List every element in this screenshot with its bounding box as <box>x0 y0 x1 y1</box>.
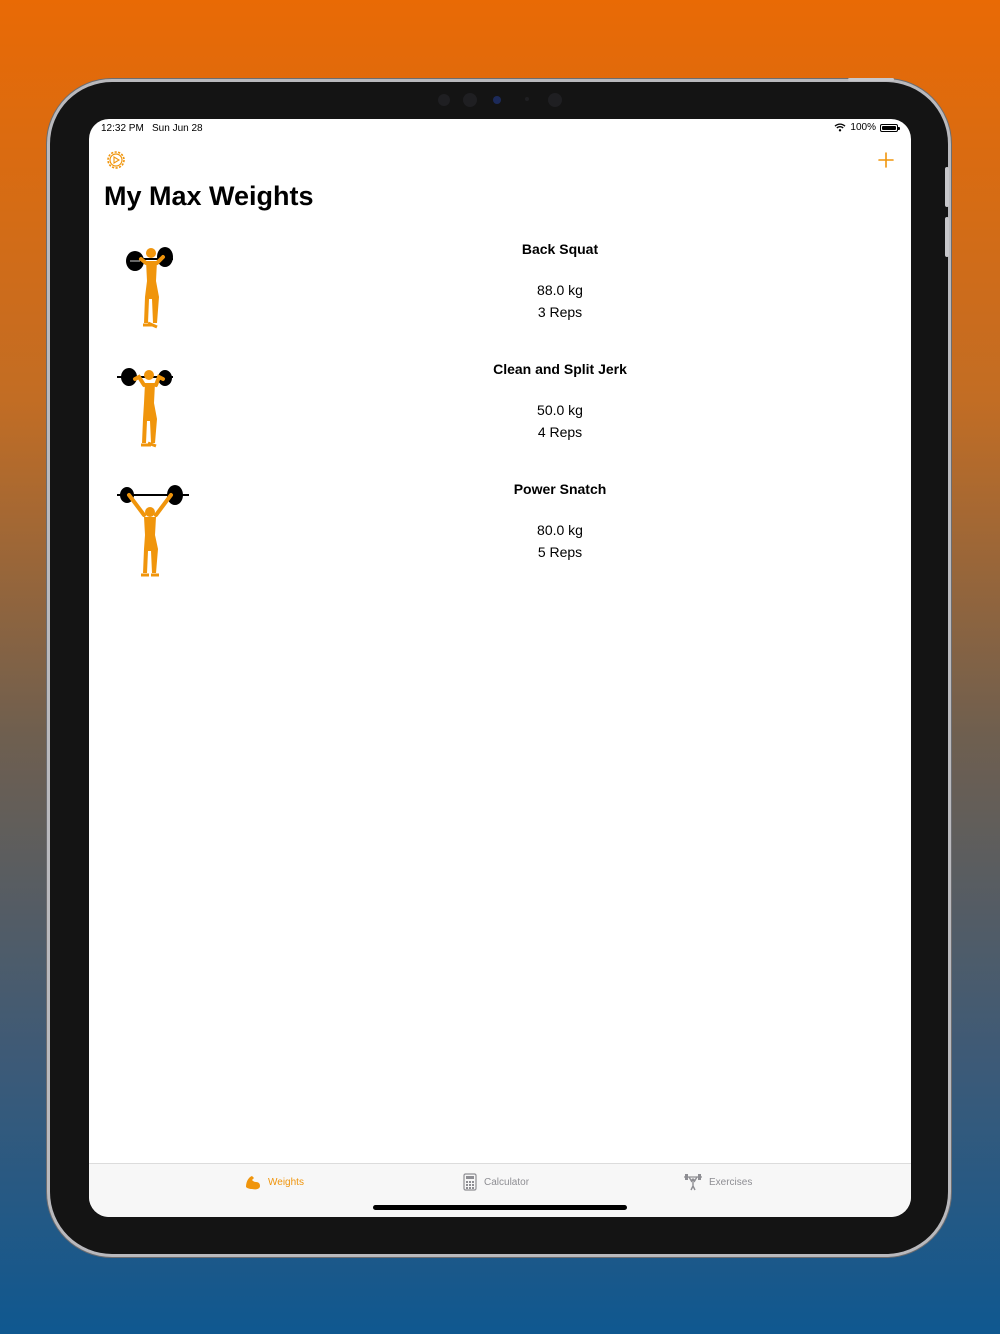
power-snatch-icon <box>113 479 193 579</box>
wifi-icon <box>834 123 846 132</box>
app-screen <box>89 119 911 1217</box>
tab-exercises[interactable] <box>683 1173 752 1191</box>
exercise-info <box>389 479 731 566</box>
calculator-icon <box>462 1173 478 1191</box>
tab-label: Weights <box>268 1176 304 1188</box>
settings-button[interactable] <box>105 149 127 171</box>
tab-weights[interactable] <box>244 1173 304 1191</box>
exercise-weight: 80.0 kg <box>537 522 583 538</box>
back-squat-icon <box>113 239 193 339</box>
max-weights-list <box>89 229 911 589</box>
gear-icon <box>105 149 127 171</box>
exercise-info <box>389 239 731 326</box>
volume-button <box>945 217 949 257</box>
home-indicator <box>373 1205 627 1210</box>
exercise-info <box>389 359 731 446</box>
status-time: 12:32 PM <box>101 123 144 134</box>
page-title: My Max Weights <box>104 181 314 211</box>
top-button <box>848 78 894 81</box>
exercise-name: Power Snatch <box>513 481 607 497</box>
tab-calculator[interactable] <box>462 1173 529 1191</box>
barbell-lifter-icon <box>683 1173 703 1191</box>
exercise-weight: 88.0 kg <box>537 282 583 298</box>
battery-icon <box>880 124 898 132</box>
add-button[interactable] <box>876 150 896 170</box>
tab-label: Exercises <box>709 1176 753 1188</box>
status-bar <box>89 119 911 139</box>
camera-sensor <box>438 94 450 106</box>
status-right <box>834 122 898 133</box>
exercise-row[interactable] <box>89 349 911 469</box>
exercise-reps: 4 Reps <box>537 424 583 440</box>
tab-label: Calculator <box>484 1176 530 1188</box>
battery-percent: 100% <box>850 122 876 133</box>
exercise-weight: 50.0 kg <box>537 402 583 418</box>
volume-button <box>945 167 949 207</box>
status-date: Sun Jun 28 <box>152 123 203 134</box>
bicep-icon <box>244 1173 262 1191</box>
camera-sensor <box>548 93 562 107</box>
camera-sensor <box>525 97 529 101</box>
exercise-reps: 3 Reps <box>537 304 583 320</box>
clean-and-jerk-icon <box>113 359 193 459</box>
exercise-row[interactable] <box>89 229 911 349</box>
exercise-reps: 5 Reps <box>537 544 583 560</box>
camera-sensor <box>463 93 477 107</box>
exercise-row[interactable] <box>89 469 911 589</box>
front-camera <box>493 96 501 104</box>
exercise-name: Back Squat <box>521 241 599 257</box>
plus-icon <box>876 150 896 170</box>
exercise-name: Clean and Split Jerk <box>493 361 627 377</box>
